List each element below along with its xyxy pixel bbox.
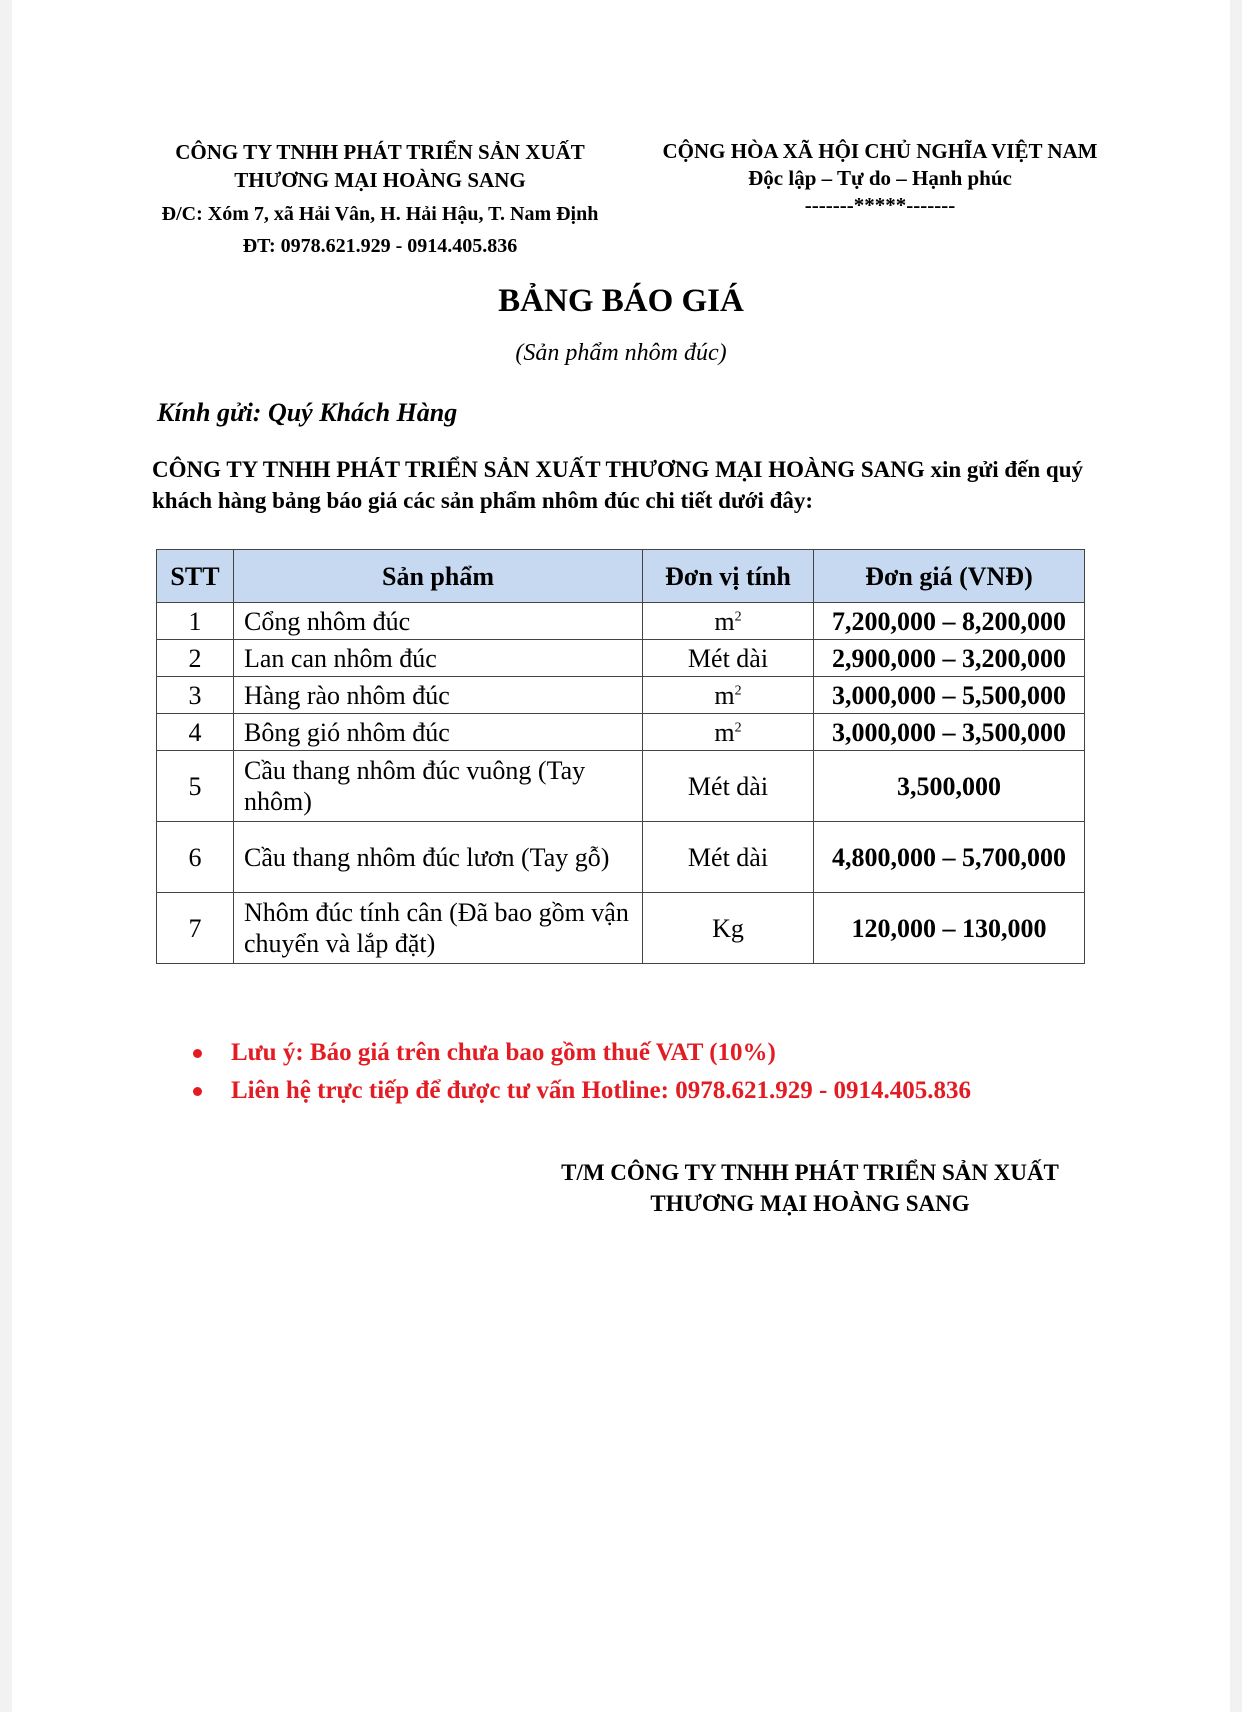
cell-price: 3,000,000 – 5,500,000 (814, 677, 1085, 714)
cell-stt: 7 (157, 893, 234, 964)
cell-product: Bông gió nhôm đúc (234, 714, 643, 751)
cell-unit (643, 893, 814, 964)
cell-price: 7,200,000 – 8,200,000 (814, 603, 1085, 640)
header-product: Sản phẩm (234, 550, 643, 603)
table-row (157, 677, 1085, 714)
cell-unit (643, 822, 814, 893)
notes-list (180, 1034, 971, 1110)
company-name-line1: CÔNG TY TNHH PHÁT TRIỂN SẢN XUẤT (175, 140, 585, 164)
company-address: Đ/C: Xóm 7, xã Hải Vân, H. Hải Hậu, T. Nam Định (161, 203, 599, 225)
unit-text: m (714, 606, 735, 636)
cell-unit (643, 640, 814, 677)
cell-stt: 6 (157, 822, 234, 893)
document-subtitle: (Sản phẩm nhôm đúc) (515, 340, 727, 366)
cell-price: 3,000,000 – 3,500,000 (814, 714, 1085, 751)
cell-stt: 3 (157, 677, 234, 714)
cell-stt: 1 (157, 603, 234, 640)
cell-stt: 5 (157, 751, 234, 822)
cell-price: 4,800,000 – 5,700,000 (814, 822, 1085, 893)
table-row (157, 640, 1085, 677)
cell-price: 2,900,000 – 3,200,000 (814, 640, 1085, 677)
nation-name: CỘNG HÒA XÃ HỘI CHỦ NGHĨA VIỆT NAM (662, 139, 1098, 163)
greeting: Kính gửi: Quý Khách Hàng (157, 398, 458, 427)
cell-unit (643, 714, 814, 751)
cell-unit (643, 751, 814, 822)
table-row (157, 714, 1085, 751)
price-table (156, 549, 1085, 964)
signature-line1: T/M CÔNG TY TNHH PHÁT TRIỂN SẢN XUẤT (561, 1160, 1059, 1185)
cell-product: Nhôm đúc tính cân (Đã bao gồm vận chuyển và lắp đặt) (234, 893, 643, 964)
table-row (157, 751, 1085, 822)
header-price: Đơn giá (VNĐ) (814, 550, 1085, 603)
cell-unit (643, 677, 814, 714)
bullet-icon (193, 1049, 202, 1058)
cell-unit (643, 603, 814, 640)
note-text: Lưu ý: Báo giá trên chưa bao gồm thuế VAT (10%) (231, 1039, 776, 1066)
signature-block (540, 1157, 1080, 1219)
note-text: Liên hệ trực tiếp để được tư vấn Hotline: 0978.621.929 - 0914.405.836 (231, 1077, 972, 1104)
cell-price: 3,500,000 (814, 751, 1085, 822)
header-divider: -------*****------- (804, 193, 956, 217)
header-unit: Đơn vị tính (643, 550, 814, 603)
table-row (157, 822, 1085, 893)
company-phone: ĐT: 0978.621.929 - 0914.405.836 (242, 235, 518, 257)
cell-product: Cổng nhôm đúc (234, 603, 643, 640)
note-hotline (180, 1072, 971, 1110)
company-header (130, 138, 630, 262)
unit-text: m (714, 717, 735, 747)
note-vat (180, 1034, 971, 1072)
cell-product: Hàng rào nhôm đúc (234, 677, 643, 714)
national-motto: Độc lập – Tự do – Hạnh phúc (748, 166, 1012, 190)
header-stt: STT (157, 550, 234, 603)
unit-superscript: 2 (734, 682, 742, 698)
cell-product: Cầu thang nhôm đúc lươn (Tay gỗ) (234, 822, 643, 893)
intro-paragraph: CÔNG TY TNHH PHÁT TRIỂN SẢN XUẤT THƯƠNG MẠI HOÀNG SANG xin gửi đến quý khách hàng bảng báo giá các sản phẩm nhôm đúc chi tiết dưới đây: (152, 457, 1083, 513)
unit-text: m (714, 680, 735, 710)
cell-stt: 2 (157, 640, 234, 677)
unit-text: Kg (712, 913, 744, 943)
unit-superscript: 2 (734, 608, 742, 624)
cell-product: Cầu thang nhôm đúc vuông (Tay nhôm) (234, 751, 643, 822)
cell-product: Lan can nhôm đúc (234, 640, 643, 677)
table-header-row (157, 550, 1085, 603)
document-title: BẢNG BÁO GIÁ (498, 283, 744, 319)
unit-text: Mét dài (687, 842, 769, 872)
cell-stt: 4 (157, 714, 234, 751)
unit-text: Mét dài (687, 771, 769, 801)
cell-price: 120,000 – 130,000 (814, 893, 1085, 964)
unit-superscript: 2 (734, 719, 742, 735)
national-header (640, 138, 1120, 219)
company-name-line2: THƯƠNG MẠI HOÀNG SANG (234, 168, 526, 192)
unit-text: Mét dài (687, 643, 769, 673)
table-row (157, 603, 1085, 640)
table-row (157, 893, 1085, 964)
bullet-icon (193, 1087, 202, 1096)
signature-line2: THƯƠNG MẠI HOÀNG SANG (650, 1191, 970, 1216)
